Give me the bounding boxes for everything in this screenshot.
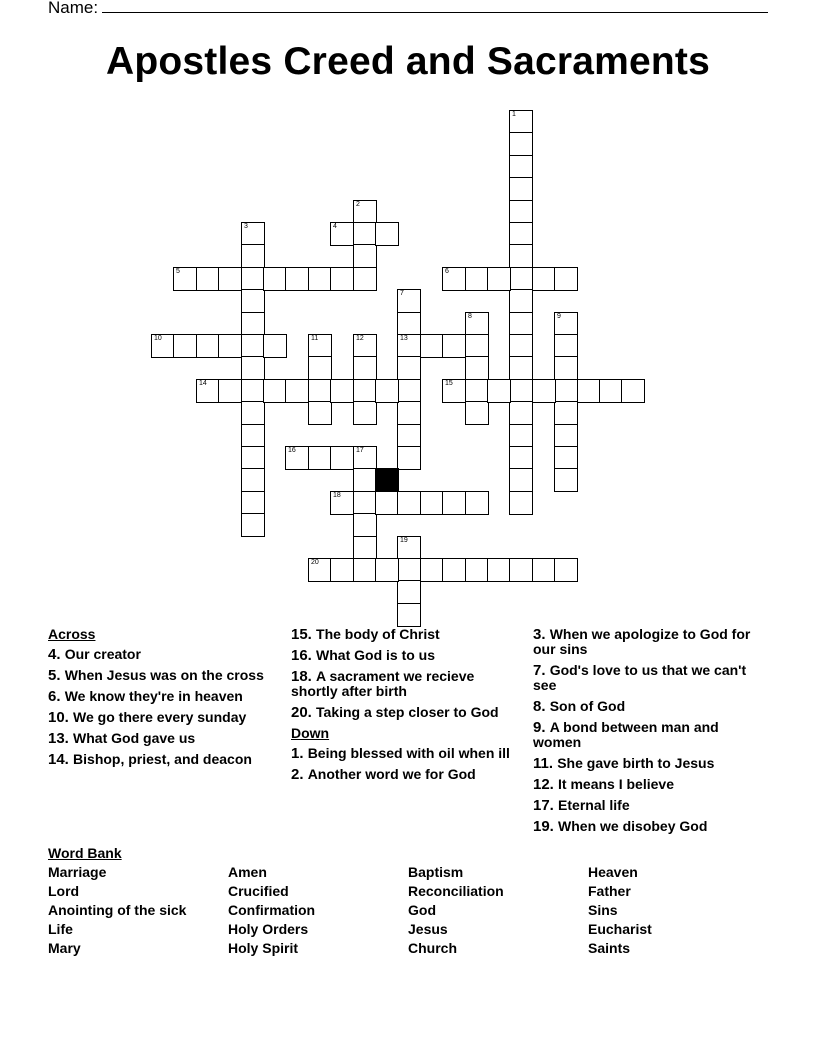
clue-item [533,819,768,834]
crossword-cell[interactable] [196,379,220,403]
clue-item [533,798,768,813]
clue-item [48,689,278,704]
crossword-cell[interactable] [509,200,533,224]
crossword-cell[interactable] [308,401,332,425]
crossword-cell[interactable] [263,267,287,291]
cell-number: 11 [311,335,319,342]
word-bank-item: Reconciliation [408,883,504,899]
crossword-cell[interactable] [397,424,421,448]
clue-text: Being blessed with oil when ill [307,745,510,761]
crossword-cell[interactable] [509,379,533,403]
crossword-cell[interactable] [397,356,421,380]
crossword-cell[interactable] [509,356,533,380]
crossword-cell[interactable] [173,267,197,291]
crossword-cell[interactable] [308,267,332,291]
crossword-cell[interactable] [397,379,421,403]
clue-text: We know they're in heaven [64,688,243,704]
crossword-cell[interactable] [465,491,489,515]
clue-text: Bishop, priest, and deacon [73,751,252,767]
crossword-cell[interactable] [353,491,377,515]
crossword-cell[interactable] [353,244,377,268]
crossword-cell[interactable] [554,356,578,380]
crossword-cell[interactable] [397,536,421,560]
clue-text: When we disobey God [558,818,708,834]
clue-item [291,648,521,663]
clue-text: What God is to us [316,647,436,663]
crossword-cell[interactable] [196,334,220,358]
clue-number: 19. [533,818,559,835]
crossword-cell[interactable] [241,267,265,291]
crossword-cell[interactable] [241,491,265,515]
crossword-cell[interactable] [442,334,466,358]
clue-number: 2. [291,766,308,783]
crossword-cell[interactable] [554,267,578,291]
crossword-cell[interactable] [218,267,242,291]
word-bank-item: Amen [228,864,267,880]
crossword-cell[interactable] [509,491,533,515]
clue-number: 18. [291,668,317,685]
crossword-cell[interactable] [241,289,265,313]
clue-item [48,647,278,662]
clue-number: 20. [291,704,317,721]
crossword-cell[interactable] [509,244,533,268]
word-bank-item: Eucharist [588,921,652,937]
crossword-cell[interactable] [599,379,623,403]
clue-item [533,777,768,792]
clue-text: Eternal life [558,797,630,813]
crossword-cell[interactable] [554,401,578,425]
word-bank-item: Baptism [408,864,464,880]
crossword-cell[interactable] [308,558,332,582]
crossword-cell[interactable] [554,379,578,403]
crossword-cell[interactable] [487,558,511,582]
crossword-cell[interactable] [397,401,421,425]
clue-number: 11. [533,755,558,772]
across-heading: Across [48,626,96,642]
clue-text: A sacrament we recieve shortly after birth [291,668,475,699]
clue-item [533,663,768,693]
crossword-cell[interactable] [509,222,533,246]
cell-number: 10 [154,335,162,342]
crossword-cell[interactable] [509,558,533,582]
word-bank-item: Life [48,921,73,937]
clues-column-3 [533,627,768,840]
crossword-cell[interactable] [308,446,332,470]
crossword-cell[interactable] [465,558,489,582]
cell-number: 4 [333,223,337,230]
crossword-cell[interactable] [353,379,377,403]
word-bank-list [48,864,768,957]
clue-item [291,746,521,761]
cell-number: 5 [176,268,180,275]
crossword-cell[interactable] [397,491,421,515]
crossword-cell[interactable] [509,110,533,134]
crossword-cell[interactable] [509,334,533,358]
clue-item [533,720,768,750]
clue-item [533,756,768,771]
clue-text: Taking a step closer to God [316,704,499,720]
clue-text: We go there every sunday [73,709,247,725]
cell-number: 12 [356,335,364,342]
crossword-cell[interactable] [285,267,309,291]
crossword-cell[interactable] [532,558,556,582]
crossword-cell[interactable] [465,334,489,358]
crossword-cell[interactable] [241,334,265,358]
word-bank-item: Crucified [228,883,289,899]
crossword-cell[interactable] [330,558,354,582]
cell-number: 19 [400,537,408,544]
crossword-cell[interactable] [241,401,265,425]
crossword-cell[interactable] [151,334,175,358]
crossword-cell[interactable] [375,379,399,403]
clues-column-1 [48,627,278,773]
crossword-cell[interactable] [554,468,578,492]
clue-text: It means I believe [558,776,674,792]
crossword-cell[interactable] [554,334,578,358]
crossword-cell[interactable] [241,513,265,537]
cell-number: 18 [333,492,341,499]
name-line [48,0,768,18]
crossword-cell[interactable] [487,267,511,291]
crossword-cell[interactable] [577,379,601,403]
cell-number: 1 [512,111,516,118]
clue-item [48,710,278,725]
word-bank-item: Anointing of the sick [48,902,187,918]
crossword-cell[interactable] [330,267,354,291]
crossword-cell[interactable] [397,603,421,627]
crossword-cell[interactable] [487,379,511,403]
crossword-cell[interactable] [509,401,533,425]
word-bank-item: Holy Spirit [228,940,299,956]
word-bank-heading: Word Bank [48,845,122,861]
crossword-cell[interactable] [330,446,354,470]
cell-number: 20 [311,559,319,566]
crossword-cell[interactable] [397,558,421,582]
clue-number: 9. [533,719,550,736]
crossword-cell[interactable] [241,356,265,380]
crossword-cell[interactable] [353,558,377,582]
crossword-cell[interactable] [509,446,533,470]
crossword-cell[interactable] [353,222,377,246]
cell-number: 3 [244,223,248,230]
crossword-cell[interactable] [397,446,421,470]
clue-item [291,705,521,720]
clue-item [533,699,768,714]
clue-number: 14. [48,751,74,768]
clue-number: 12. [533,776,559,793]
crossword-cell[interactable] [509,177,533,201]
crossword-cell[interactable] [554,558,578,582]
clue-text: Another word we for God [307,766,476,782]
crossword-cell[interactable] [353,200,377,224]
crossword-cell[interactable] [308,356,332,380]
clue-item [48,731,278,746]
crossword-cell[interactable] [218,379,242,403]
crossword-cell[interactable] [465,312,489,336]
crossword-cell[interactable] [509,424,533,448]
crossword-cell[interactable] [285,379,309,403]
clue-number: 7. [533,662,550,679]
crossword-cell[interactable] [353,401,377,425]
clue-number: 8. [533,698,550,715]
crossword-cell[interactable] [241,312,265,336]
cell-number: 6 [445,268,449,275]
word-bank-item: Holy Orders [228,921,309,937]
crossword-cell[interactable] [442,267,466,291]
crossword-cell[interactable] [375,491,399,515]
clue-number: 17. [533,797,559,814]
word-bank-item: Mary [48,940,81,956]
crossword-cell[interactable] [465,379,489,403]
crossword-cell[interactable] [397,334,421,358]
word-bank-item: Church [408,940,457,956]
clue-item [533,627,768,657]
crossword-cell[interactable] [465,267,489,291]
crossword-cell[interactable] [330,491,354,515]
cell-number: 9 [557,313,561,320]
crossword-cell[interactable] [263,334,287,358]
crossword-cell[interactable] [353,446,377,470]
crossword-cell[interactable] [330,222,354,246]
crossword-cell[interactable] [241,244,265,268]
crossword-cell[interactable] [554,424,578,448]
crossword-cell[interactable] [241,446,265,470]
crossword-cell[interactable] [308,334,332,358]
clue-text: What God gave us [73,730,196,746]
clue-item [291,669,521,699]
crossword-cell[interactable] [218,334,242,358]
crossword-cell[interactable] [554,446,578,470]
crossword-cell[interactable] [420,491,444,515]
crossword-cell[interactable] [285,446,309,470]
crossword-cell[interactable] [353,536,377,560]
crossword-cell[interactable] [353,468,377,492]
crossword-cell[interactable] [420,558,444,582]
crossword-cell[interactable] [241,424,265,448]
crossword-cell[interactable] [353,267,377,291]
crossword-cell[interactable] [442,558,466,582]
clue-text: God's love to us that we can't see [533,662,747,693]
clue-text: She gave birth to Jesus [557,755,715,771]
down-heading: Down [291,725,330,741]
clue-number: 5. [48,667,65,684]
clue-number: 6. [48,688,65,705]
crossword-cell[interactable] [621,379,645,403]
word-bank-item: Heaven [588,864,638,880]
crossword-cell[interactable] [465,356,489,380]
clue-text: A bond between man and women [533,719,719,750]
clue-text: Son of God [549,698,626,714]
crossword-cell[interactable] [442,491,466,515]
clue-number: 1. [291,745,308,762]
crossword-cell[interactable] [353,356,377,380]
clue-text: When we apologize to God for our sins [533,626,751,657]
clue-text: The body of Christ [316,626,440,642]
crossword-cell[interactable] [509,289,533,313]
cell-number: 14 [199,380,207,387]
crossword-cell[interactable] [397,312,421,336]
word-bank-item: Jesus [408,921,448,937]
crossword-cell[interactable] [532,267,556,291]
page-title: Apostles Creed and Sacraments [105,40,711,83]
clue-item [291,767,521,782]
crossword-cell[interactable] [308,379,332,403]
cell-number: 13 [400,335,408,342]
crossword-cell[interactable] [196,267,220,291]
clue-number: 4. [48,646,65,663]
word-bank-item: God [408,902,436,918]
crossword-cell[interactable] [509,132,533,156]
crossword-cell[interactable] [397,289,421,313]
word-bank-item: Confirmation [228,902,316,918]
crossword-cell[interactable] [442,379,466,403]
name-label: Name: [48,0,99,17]
crossword-cell[interactable] [173,334,197,358]
clues-column-2 [291,627,521,788]
crossword-cell[interactable] [353,513,377,537]
clue-text: When Jesus was on the cross [64,667,264,683]
crossword-cell[interactable] [509,468,533,492]
cell-number: 8 [468,313,472,320]
word-bank-item: Sins [588,902,618,918]
word-bank-item: Lord [48,883,80,899]
clue-item [48,668,278,683]
word-bank [48,845,768,957]
clue-text: Our creator [64,646,141,662]
crossword-cell[interactable] [353,334,377,358]
clue-number: 10. [48,709,74,726]
word-bank-item: Father [588,883,631,899]
crossword-cell[interactable] [554,312,578,336]
crossword-cell[interactable] [509,155,533,179]
clue-number: 15. [291,626,317,643]
cell-number: 15 [445,380,453,387]
black-square [375,468,399,492]
crossword-cell[interactable] [375,558,399,582]
crossword-cell[interactable] [375,222,399,246]
clue-number: 13. [48,730,74,747]
crossword-cell[interactable] [241,379,265,403]
cell-number: 16 [288,447,296,454]
cell-number: 17 [356,447,364,454]
cell-number: 7 [400,290,404,297]
crossword-cell[interactable] [532,379,556,403]
crossword-cell[interactable] [509,312,533,336]
crossword-cell[interactable] [465,401,489,425]
crossword-cell[interactable] [241,468,265,492]
crossword-cell[interactable] [509,267,533,291]
clue-number: 16. [291,647,317,664]
crossword-cell[interactable] [263,379,287,403]
word-bank-item: Saints [588,940,631,956]
name-field[interactable] [102,0,768,13]
crossword-cell[interactable] [420,334,444,358]
crossword-cell[interactable] [397,580,421,604]
clue-item [291,627,521,642]
clue-item [48,752,278,767]
word-bank-item: Marriage [48,864,107,880]
crossword-cell[interactable] [330,379,354,403]
cell-number: 2 [356,201,360,208]
crossword-cell[interactable] [241,222,265,246]
clue-number: 3. [533,626,550,643]
